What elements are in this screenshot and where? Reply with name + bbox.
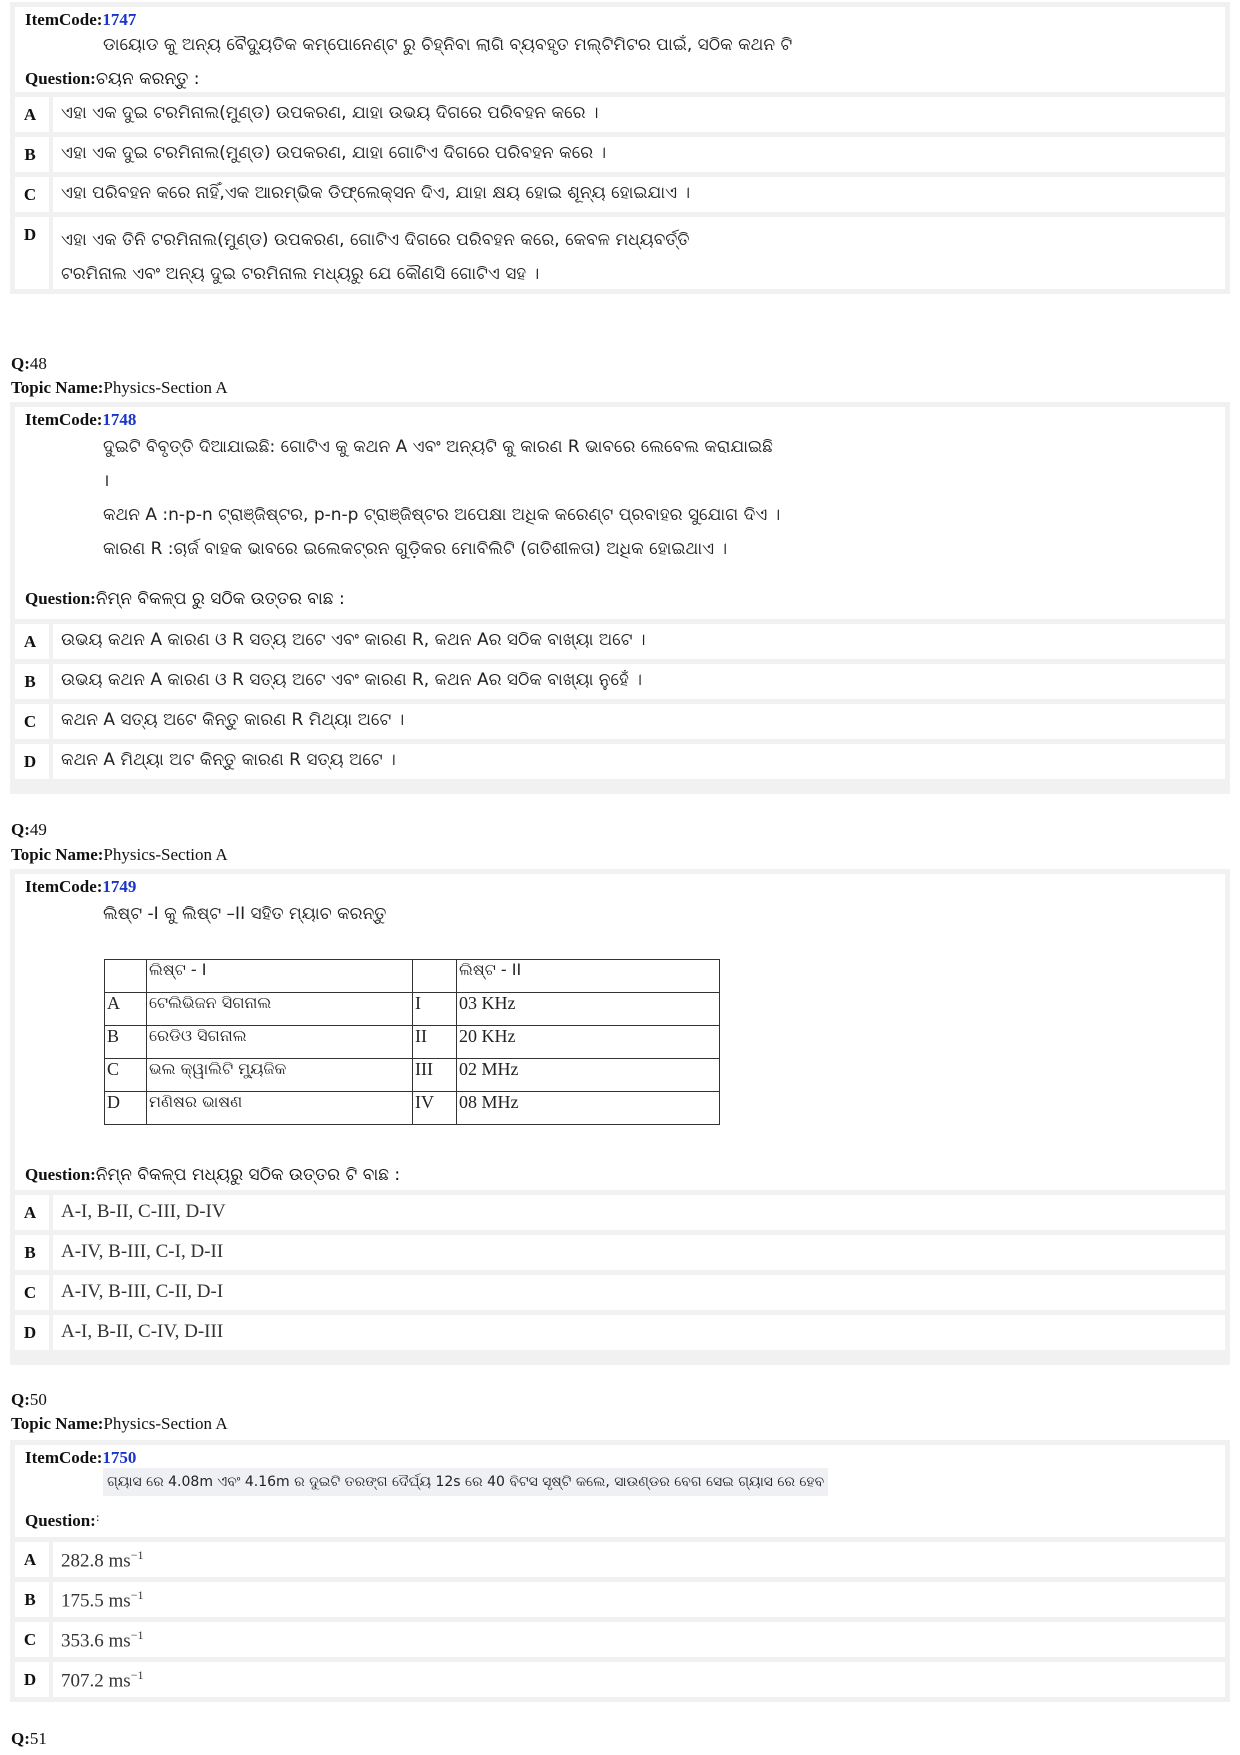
question-number-50: Q:50 [11,1390,47,1409]
option-c[interactable]: C କଥନ A ସତ୍ୟ ଅଟେ କିନ୍ତୁ କାରଣ R ମିଥ୍ୟା ଅଟେ । [15,704,1225,739]
option-d[interactable]: D 707.2 $ms^{-1}$ [15,1662,1225,1697]
question-label: Question:ନିମ୍ନ ବିକଳ୍ପ ରୁ ସଠିକ ଉତ୍ତର ବାଛ : [25,589,345,609]
question-header [15,1445,1225,1537]
item-code: ItemCode:1750 [25,1448,137,1467]
option-b[interactable]: B ଉଭୟ କଥନ A କାରଣ ଓ R ସତ୍ୟ ଅଟେ ଏବଂ କାରଣ R, କଥନ Aର ସଠିକ ବାଖ୍ୟା ନୁହେଁ । [15,664,1225,699]
question-card-1748 [10,402,1230,794]
question-number-48: Q:48 [11,354,47,373]
topic-name-49: Topic Name:Physics-Section A [11,845,228,864]
option-d[interactable]: D କଥନ A ମିଥ୍ୟା ଅଟ କିନ୍ତୁ କାରଣ R ସତ୍ୟ ଅଟେ । [15,744,1225,779]
option-a[interactable]: A ଏହା ଏକ ଦୁଇ ଟରମିନାଲ(ମୁଣ୍ଡ) ଉପକରଣ, ଯାହା ଉଭୟ ଦିଗରେ ପରିବହନ କରେ । [15,97,1225,132]
option-d[interactable]: D ଏହା ଏକ ତିନି ଟରମିନାଲ(ମୁଣ୍ଡ) ଉପକରଣ, ଗୋଟିଏ ଦିଗରେ ପରିବହନ କରେ, କେବଳ ମଧ୍ୟବର୍ତ୍ତି ଟରମିନାଲ ଏବଂ ଅନ୍ୟ ଦୁଇ ଟରମିନାଲ ମଧ୍ୟରୁ ଯେ କୌଣସି ଗୋଟିଏ ସହ । [15,217,1225,289]
option-a[interactable]: A A-I, B-II, C-III, D-IV [15,1195,1225,1230]
table-row: D ମଣିଷର ଭାଷଣ IV 08 MHz [105,1092,720,1125]
question-label: Question:ଚୟନ କରନ୍ତୁ : [25,69,200,89]
question-stem: ଲିଷ୍ଟ -I କୁ ଲିଷ୍ଟ –II ସହିତ ମ୍ୟାଚ କରନ୍ତୁ [103,904,387,924]
question-stem: ଗ୍ୟାସ ରେ 4.08m ଏବଂ 4.16m ର ଦୁଇଟି ତରଙ୍ଗ ଦୈର୍ଘ୍ୟ 12s ରେ 40 ବିଟସ ସୃଷ୍ଟି କଲେ, ସାଉଣ୍ଡର ବେଗ ସେଇ ଗ୍ୟାସ ରେ ହେବ [103,1468,828,1496]
option-a[interactable]: A ଉଭୟ କଥନ A କାରଣ ଓ R ସତ୍ୟ ଅଟେ ଏବଂ କାରଣ R, କଥନ Aର ସଠିକ ବାଖ୍ୟା ଅଟେ । [15,624,1225,659]
option-b[interactable]: B A-IV, B-III, C-I, D-II [15,1235,1225,1270]
question-header [15,407,1225,619]
question-card-1747 [10,2,1230,294]
table-row: C ଭଲ କ୍ୱାଲିଟି ମ୍ୟୁଜିକ III 02 MHz [105,1059,720,1092]
question-card-1750 [10,1440,1230,1702]
question-stem: ଡାୟୋଡ କୁ ଅନ୍ୟ ବୈଦ୍ୟୁତିକ କମ୍ପୋନେଣ୍ଟ ରୁ ଚିହ୍ନିବା ଲାଗି ବ୍ୟବହୃତ ମଲ୍ଟିମିଟର ପାଇଁ, ସଠିକ କଥନ ଟି [103,35,793,55]
option-b[interactable]: B 175.5 $ms^{-1}$ [15,1582,1225,1617]
option-d[interactable]: D A-I, B-II, C-IV, D-III [15,1315,1225,1350]
option-c[interactable]: C A-IV, B-III, C-II, D-I [15,1275,1225,1310]
item-code: ItemCode:1749 [25,877,137,896]
item-code: ItemCode:1747 [25,10,137,29]
table-row: A ଟେଲିଭିଜନ ସିଗନାଲ I 03 KHz [105,993,720,1026]
option-c[interactable]: C ଏହା ପରିବହନ କରେ ନାହିଁ,ଏକ ଆରମ୍ଭିକ ଡିଫ୍ଲେକ୍ସନ ଦିଏ, ଯାହା କ୍ଷୟ ହୋଇ ଶୂନ୍ୟ ହୋଇଯାଏ । [15,177,1225,212]
option-b[interactable]: B ଏହା ଏକ ଦୁଇ ଟରମିନାଲ(ମୁଣ୍ଡ) ଉପକରଣ, ଯାହା ଗୋଟିଏ ଦିଗରେ ପରିବହନ କରେ । [15,137,1225,172]
option-a[interactable]: A 282.8 $ms^{-1}$ [15,1542,1225,1577]
table-row: B ରେଡିଓ ସିଗନାଲ II 20 KHz [105,1026,720,1059]
option-c[interactable]: C 353.6 $ms^{-1}$ [15,1622,1225,1657]
question-number-51: Q:51 [11,1729,47,1748]
item-code: ItemCode:1748 [25,410,137,429]
question-header [15,874,1225,1190]
question-header [15,7,1225,92]
question-card-1749 [10,869,1230,1365]
question-label: Question:ନିମ୍ନ ବିକଳ୍ପ ମଧ୍ୟରୁ ସଠିକ ଉତ୍ତର ଟି ବାଛ : [25,1165,401,1185]
question-number-49: Q:49 [11,820,47,839]
question-label: Question:: [25,1511,100,1530]
table-header-row: ଲିଷ୍ଟ - I ଲିଷ୍ଟ - II [105,960,720,993]
topic-name-48: Topic Name:Physics-Section A [11,378,228,397]
question-stem: ଦୁଇଟି ବିବୃତ୍ତି ଦିଆଯାଇଛି: ଗୋଟିଏ କୁ କଥନ A ଏବଂ ଅନ୍ୟଟି କୁ କାରଣ R ଭାବରେ ଲେବେଲ କରାଯାଇଛି । କଥନ A :n-p-n ଟ୍ରାଞ୍ଜିଷ୍ଟର, p-n-p ଟ୍ରାଞ୍ଜିଷ୍ଟର ଅପେକ୍ଷା ଅଧିକ କରେଣ୍ଟ ପ୍ରବାହର ସୁଯୋଗ ଦିଏ । କାରଣ R :ଚାର୍ଜ ବାହକ ଭାବରେ ଇଲେକଟ୍ରନ ଗୁଡ଼ିକର ମୋବିଲିଟି (ଗତିଶୀଳତା) ଅଧିକ ହୋଇଥାଏ । [103,437,781,559]
match-table [104,959,720,1125]
topic-name-50: Topic Name:Physics-Section A [11,1414,228,1433]
